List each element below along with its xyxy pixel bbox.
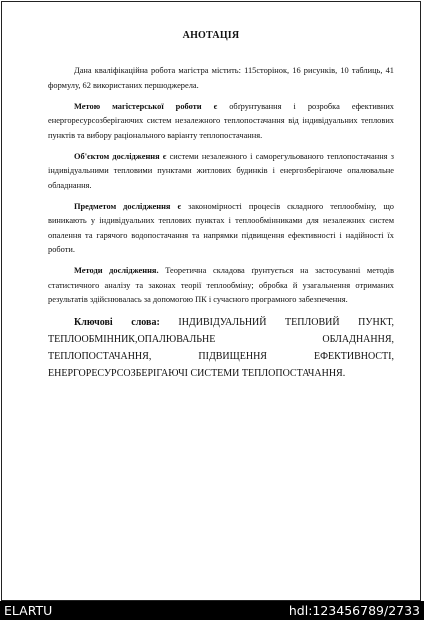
abstract-body [48, 64, 394, 392]
methods-text: Теоретична складова ґрунтується на застосуванні методів статистичного аналізу та законах теорії теплообміну; обробка й узагальнення отриманих результатів здійснювалась за допомогою ПК і сучасного програмного забезпечення. [48, 266, 394, 304]
page-title: АНОТАЦІЯ [182, 30, 240, 41]
methods-paragraph [48, 264, 394, 308]
handle-identifier: hdl:123456789/2733 [288, 603, 420, 618]
object-paragraph [48, 150, 394, 194]
summary-paragraph: Дана кваліфікаційна робота магістра містить: 115сторінок, 16 рисунків, 10 таблиць, 41 формулу, 62 використаних першоджерела. [48, 66, 394, 90]
subject-label: Предметом дослідження є [74, 201, 182, 211]
keywords-paragraph [48, 314, 394, 382]
repository-footer-bar [0, 601, 424, 620]
purpose-paragraph [48, 100, 394, 144]
object-label: Об'єктом дослідження є [74, 151, 167, 161]
purpose-text: обґрунтування і розробка ефективних енергоресурсозберігаючих систем незалежного теплопостачання від індивідуальних теплових пунктів та вибору раціонального варіанту теплопостачання. [48, 101, 394, 140]
object-text: системи незалежного і саморегульованого теплопостачання з індивідуальними тепловими пунктами житлових будинків і енергозберігаюче опалювальне обладнання. [48, 151, 394, 190]
methods-label: Методи дослідження. [74, 266, 159, 275]
document-page [1, 1, 421, 601]
subject-text: закономірності процесів складного теплообміну, що виникають у індивідуальних теплових пунктах і теплообмінниками для незалежних систем опалення та гарячого водопостачання та напрямки підвищення ефективності і надійності їх роботи. [48, 201, 394, 254]
repository-name: ELARTU [4, 603, 53, 618]
purpose-label: Метою магістерської роботи є [74, 101, 218, 111]
subject-paragraph [48, 200, 394, 258]
keywords-label: Ключові слова: [74, 317, 160, 328]
keywords-text: ІНДИВІДУАЛЬНИЙ ТЕПЛОВИЙ ПУНКТ, ТЕПЛООБМІННИК,ОПАЛЮВАЛЬНЕ ОБЛАДНАННЯ, ТЕПЛОПОСТАЧАННЯ, ПІДВИЩЕННЯ ЕФЕКТИВНОСТІ, ЕНЕРГОРЕСУРСОЗБЕРІГАЮЧІ СИСТЕМИ ТЕПЛОПОСТАЧАННЯ. [48, 317, 394, 379]
